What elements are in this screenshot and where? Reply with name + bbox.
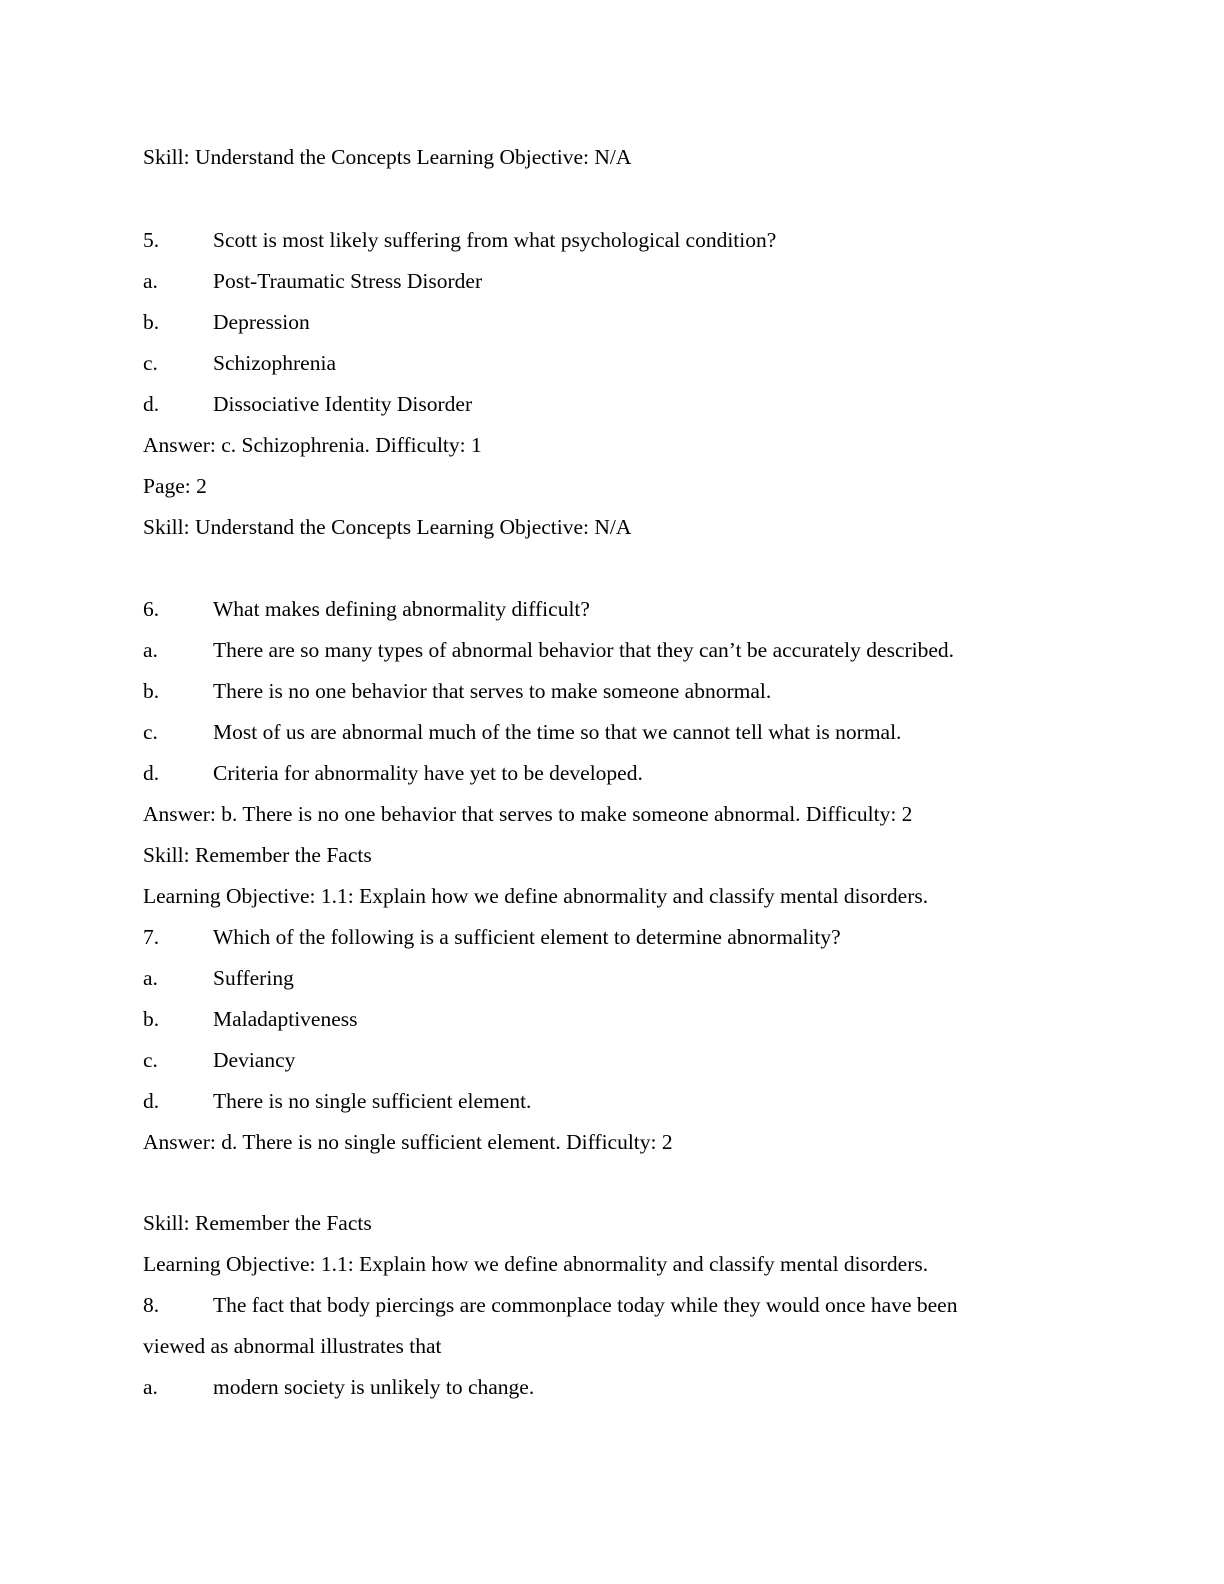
option-label: b. [143,310,160,334]
option-label: d. [143,392,160,416]
question-text: Scott is most likely suffering from what psychological condition? [213,228,777,252]
option-label: a. [143,269,158,293]
option-label: c. [143,1048,158,1072]
option-text: modern society is unlikely to change. [213,1375,535,1399]
skill-line: Skill: Understand the Concepts Learning Objective: N/A [143,145,632,169]
answer-line: Answer: d. There is no single sufficient element. Difficulty: 2 [143,1130,673,1154]
option-label: b. [143,679,160,703]
answer-line: Answer: b. There is no one behavior that serves to make someone abnormal. Difficulty: 2 [143,802,913,826]
option-text: There are so many types of abnormal behavior that they can’t be accurately described. [213,638,955,662]
option-label: d. [143,761,160,785]
question-text-continued: viewed as abnormal illustrates that [143,1334,442,1358]
skill-line: Skill: Remember the Facts [143,843,372,867]
option-text: Deviancy [213,1048,296,1072]
option-text: Criteria for abnormality have yet to be developed. [213,761,643,785]
option-label: c. [143,351,158,375]
question-number: 7. [143,925,160,949]
objective-line: Learning Objective: 1.1: Explain how we define abnormality and classify mental disorders. [143,1252,929,1276]
page-line: Page: 2 [143,474,207,498]
question-text: What makes defining abnormality difficult? [213,597,590,621]
option-text: There is no single sufficient element. [213,1089,532,1113]
option-text: Depression [213,310,310,334]
option-label: a. [143,638,158,662]
question-number: 5. [143,228,160,252]
option-label: b. [143,1007,160,1031]
option-text: Dissociative Identity Disorder [213,392,473,416]
option-label: a. [143,966,158,990]
question-number: 8. [143,1293,160,1317]
option-text: Maladaptiveness [213,1007,358,1031]
answer-line: Answer: c. Schizophrenia. Difficulty: 1 [143,433,482,457]
option-label: d. [143,1089,160,1113]
question-text: Which of the following is a sufficient element to determine abnormality? [213,925,841,949]
option-text: Schizophrenia [213,351,336,375]
skill-line: Skill: Understand the Concepts Learning Objective: N/A [143,515,632,539]
option-text: Post-Traumatic Stress Disorder [213,269,483,293]
option-label: c. [143,720,158,744]
option-text: Most of us are abnormal much of the time so that we cannot tell what is normal. [213,720,902,744]
skill-line: Skill: Remember the Facts [143,1211,372,1235]
question-text: The fact that body piercings are commonplace today while they would once have been [213,1293,958,1317]
question-number: 6. [143,597,160,621]
objective-line: Learning Objective: 1.1: Explain how we define abnormality and classify mental disorders. [143,884,929,908]
option-text: Suffering [213,966,294,990]
option-text: There is no one behavior that serves to make someone abnormal. [213,679,772,703]
option-label: a. [143,1375,158,1399]
